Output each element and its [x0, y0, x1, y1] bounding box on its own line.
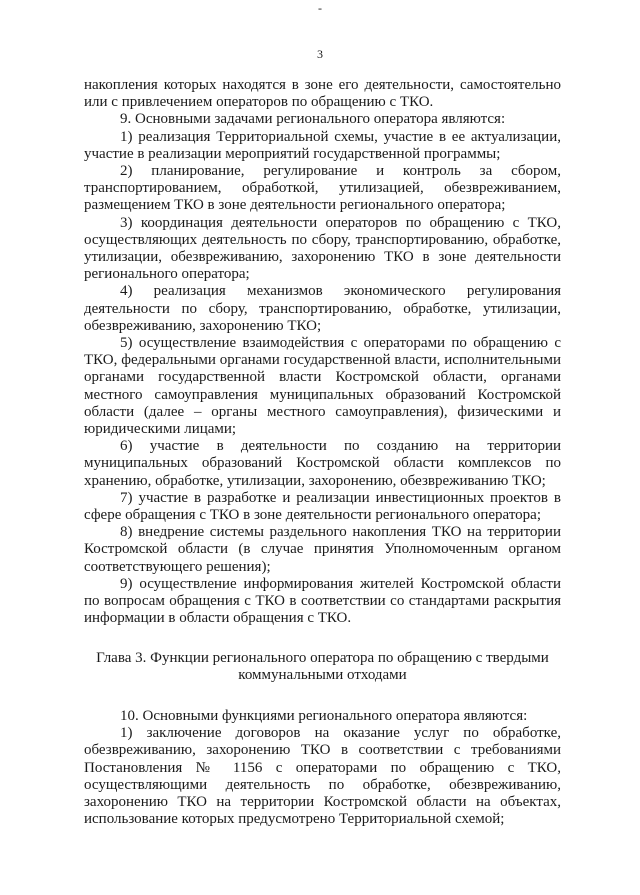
paragraph-function-1: 1) заключение договоров на оказание услуг по обработке, обезвреживанию, захоронению ТКО в соответствии с требованиями Постановления № 1156 с операторами по обращению с ТКО, осуществляющими деятельность по обработке, обезвреживанию, захоронению ТКО на территории Костромской области на объектах, использование которых предусмотрено Территориальной схемой;: [84, 725, 561, 828]
top-mark: -: [318, 1, 322, 15]
page-content: [84, 77, 561, 828]
section-functions: [84, 708, 561, 828]
paragraph-task-1: 1) реализация Территориальной схемы, участие в ее актуализации, участие в реализации мероприятий государственной программы;: [84, 128, 561, 162]
paragraph-task-4: 4) реализация механизмов экономического регулирования деятельности по сбору, транспортированию, обработке, утилизации, обезвреживанию, захоронению ТКО;: [84, 283, 561, 334]
paragraph-item-9: 9. Основными задачами регионального оператора являются:: [120, 111, 506, 128]
paragraph-continuation: накопления которых находятся в зоне его деятельности, самостоятельно или с привлечением операторов по обращению с ТКО.: [84, 77, 561, 111]
paragraph-task-3: 3) координация деятельности операторов по обращению с ТКО, осуществляющих деятельность по сбору, транспортированию, обработке, утилизации, обезвреживанию, захоронению ТКО в зоне деятельности регионального оператора;: [84, 214, 561, 283]
paragraph-task-9: 9) осуществление информирования жителей Костромской области по вопросам обращения с ТКО в соответствии со стандартами раскрытия информации в области обращения с ТКО.: [84, 575, 561, 627]
chapter-heading: Глава 3. Функции регионального оператора по обращению с твердыми коммунальными отходами: [96, 649, 549, 683]
paragraph-task-5: 5) осуществление взаимодействия с операторами по обращению с ТКО, федеральными органами государственной власти, исполнительными органами государственной власти Костромской области, органами местного самоуправления муниципальных образований Костромской области (далее – органы местного самоуправления), физическими и юридическими лицами;: [84, 335, 561, 438]
page-number: 3: [317, 47, 323, 61]
section-tasks: [84, 77, 561, 628]
paragraph-task-8: 8) внедрение системы раздельного накопления ТКО на территории Костромской области (в случае принятия Уполномоченным органом соответствующего решения);: [84, 524, 561, 575]
paragraph-item-10: 10. Основными функциями регионального оператора являются:: [120, 707, 528, 724]
paragraph-task-6: 6) участие в деятельности по созданию на территории муниципальных образований Костромской области комплексов по хранению, обработке, утилизации, захоронению, обезвреживанию ТКО;: [84, 438, 561, 489]
paragraph-task-2: 2) планирование, регулирование и контроль за сбором, транспортированием, обработкой, утилизацией, обезвреживанием, размещением ТКО в зоне деятельности регионального оператора;: [84, 163, 561, 214]
paragraph-task-7: 7) участие в разработке и реализации инвестиционных проектов в сфере обращения с ТКО в зоне деятельности регионального оператора;: [84, 489, 561, 524]
